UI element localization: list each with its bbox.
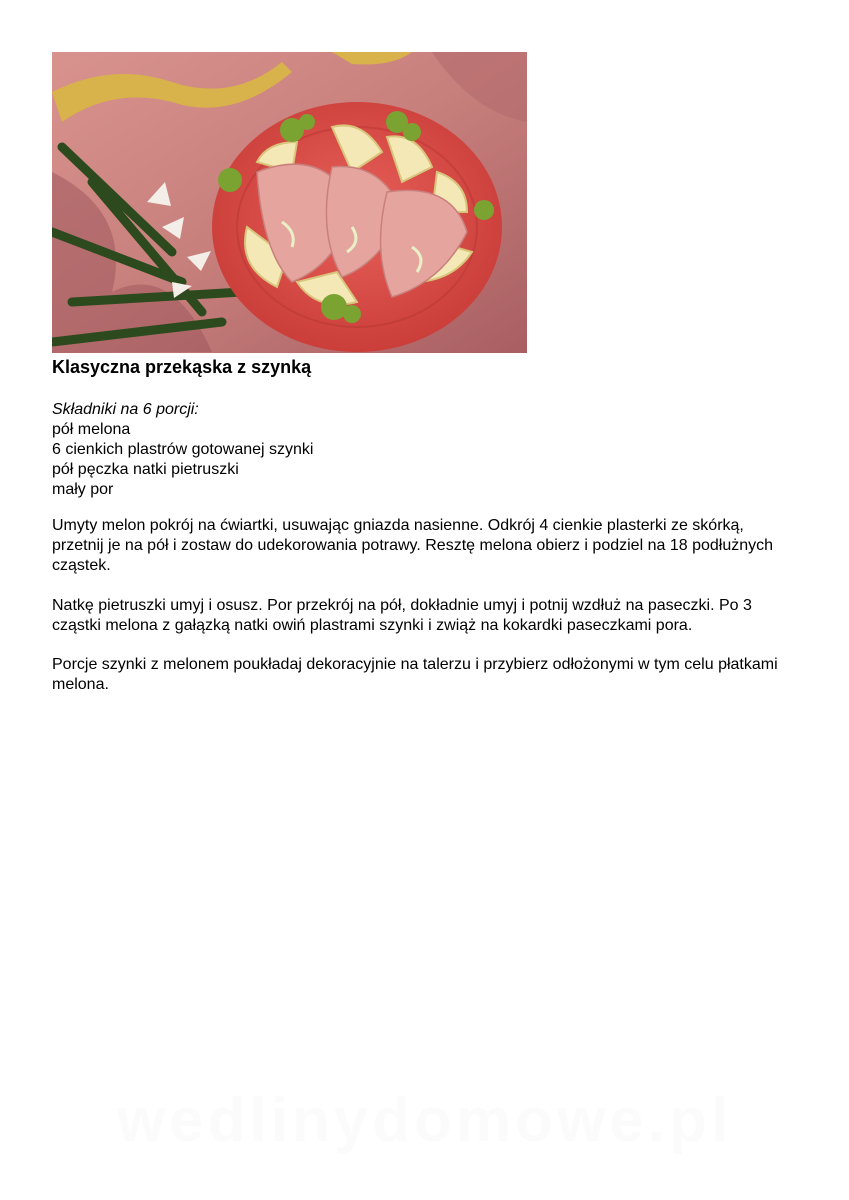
- ingredients-heading: Składniki na 6 porcji:: [52, 401, 199, 418]
- recipe-title: Klasyczna przekąska z szynką: [52, 357, 312, 377]
- ingredient-item: pół melona: [52, 421, 131, 438]
- recipe-photo: [52, 52, 527, 353]
- step-paragraph-3: Porcje szynki z melonem poukładaj dekoracyjnie na talerzu i przybierz odłożonymi w tym celu płatkami melona.: [52, 656, 778, 693]
- ingredient-item: pół pęczka natki pietruszki: [52, 461, 239, 478]
- step-paragraph-2: Natkę pietruszki umyj i osusz. Por przekrój na pół, dokładnie umyj i potnij wzdłuż na paseczki. Po 3 cząstki melona z gałązką natki owiń plastrami szynki i zwiąż na kokardki paseczkami pora.: [52, 597, 752, 634]
- ingredient-item: 6 cienkich plastrów gotowanej szynki: [52, 441, 314, 458]
- ingredient-item: mały por: [52, 481, 114, 498]
- watermark: wedlinydomowe.pl: [116, 1086, 733, 1155]
- step-paragraph-1: Umyty melon pokrój na ćwiartki, usuwając gniazda nasienne. Odkrój 4 cienkie plasterki ze skórką, przetnij je na pół i zostaw do udekorowania potrawy. Resztę melona obierz i podziel na 18 podłużnych cząstek.: [52, 517, 774, 574]
- ham-melon-photo-illustration: [52, 52, 527, 353]
- ingredients-list: [52, 420, 812, 500]
